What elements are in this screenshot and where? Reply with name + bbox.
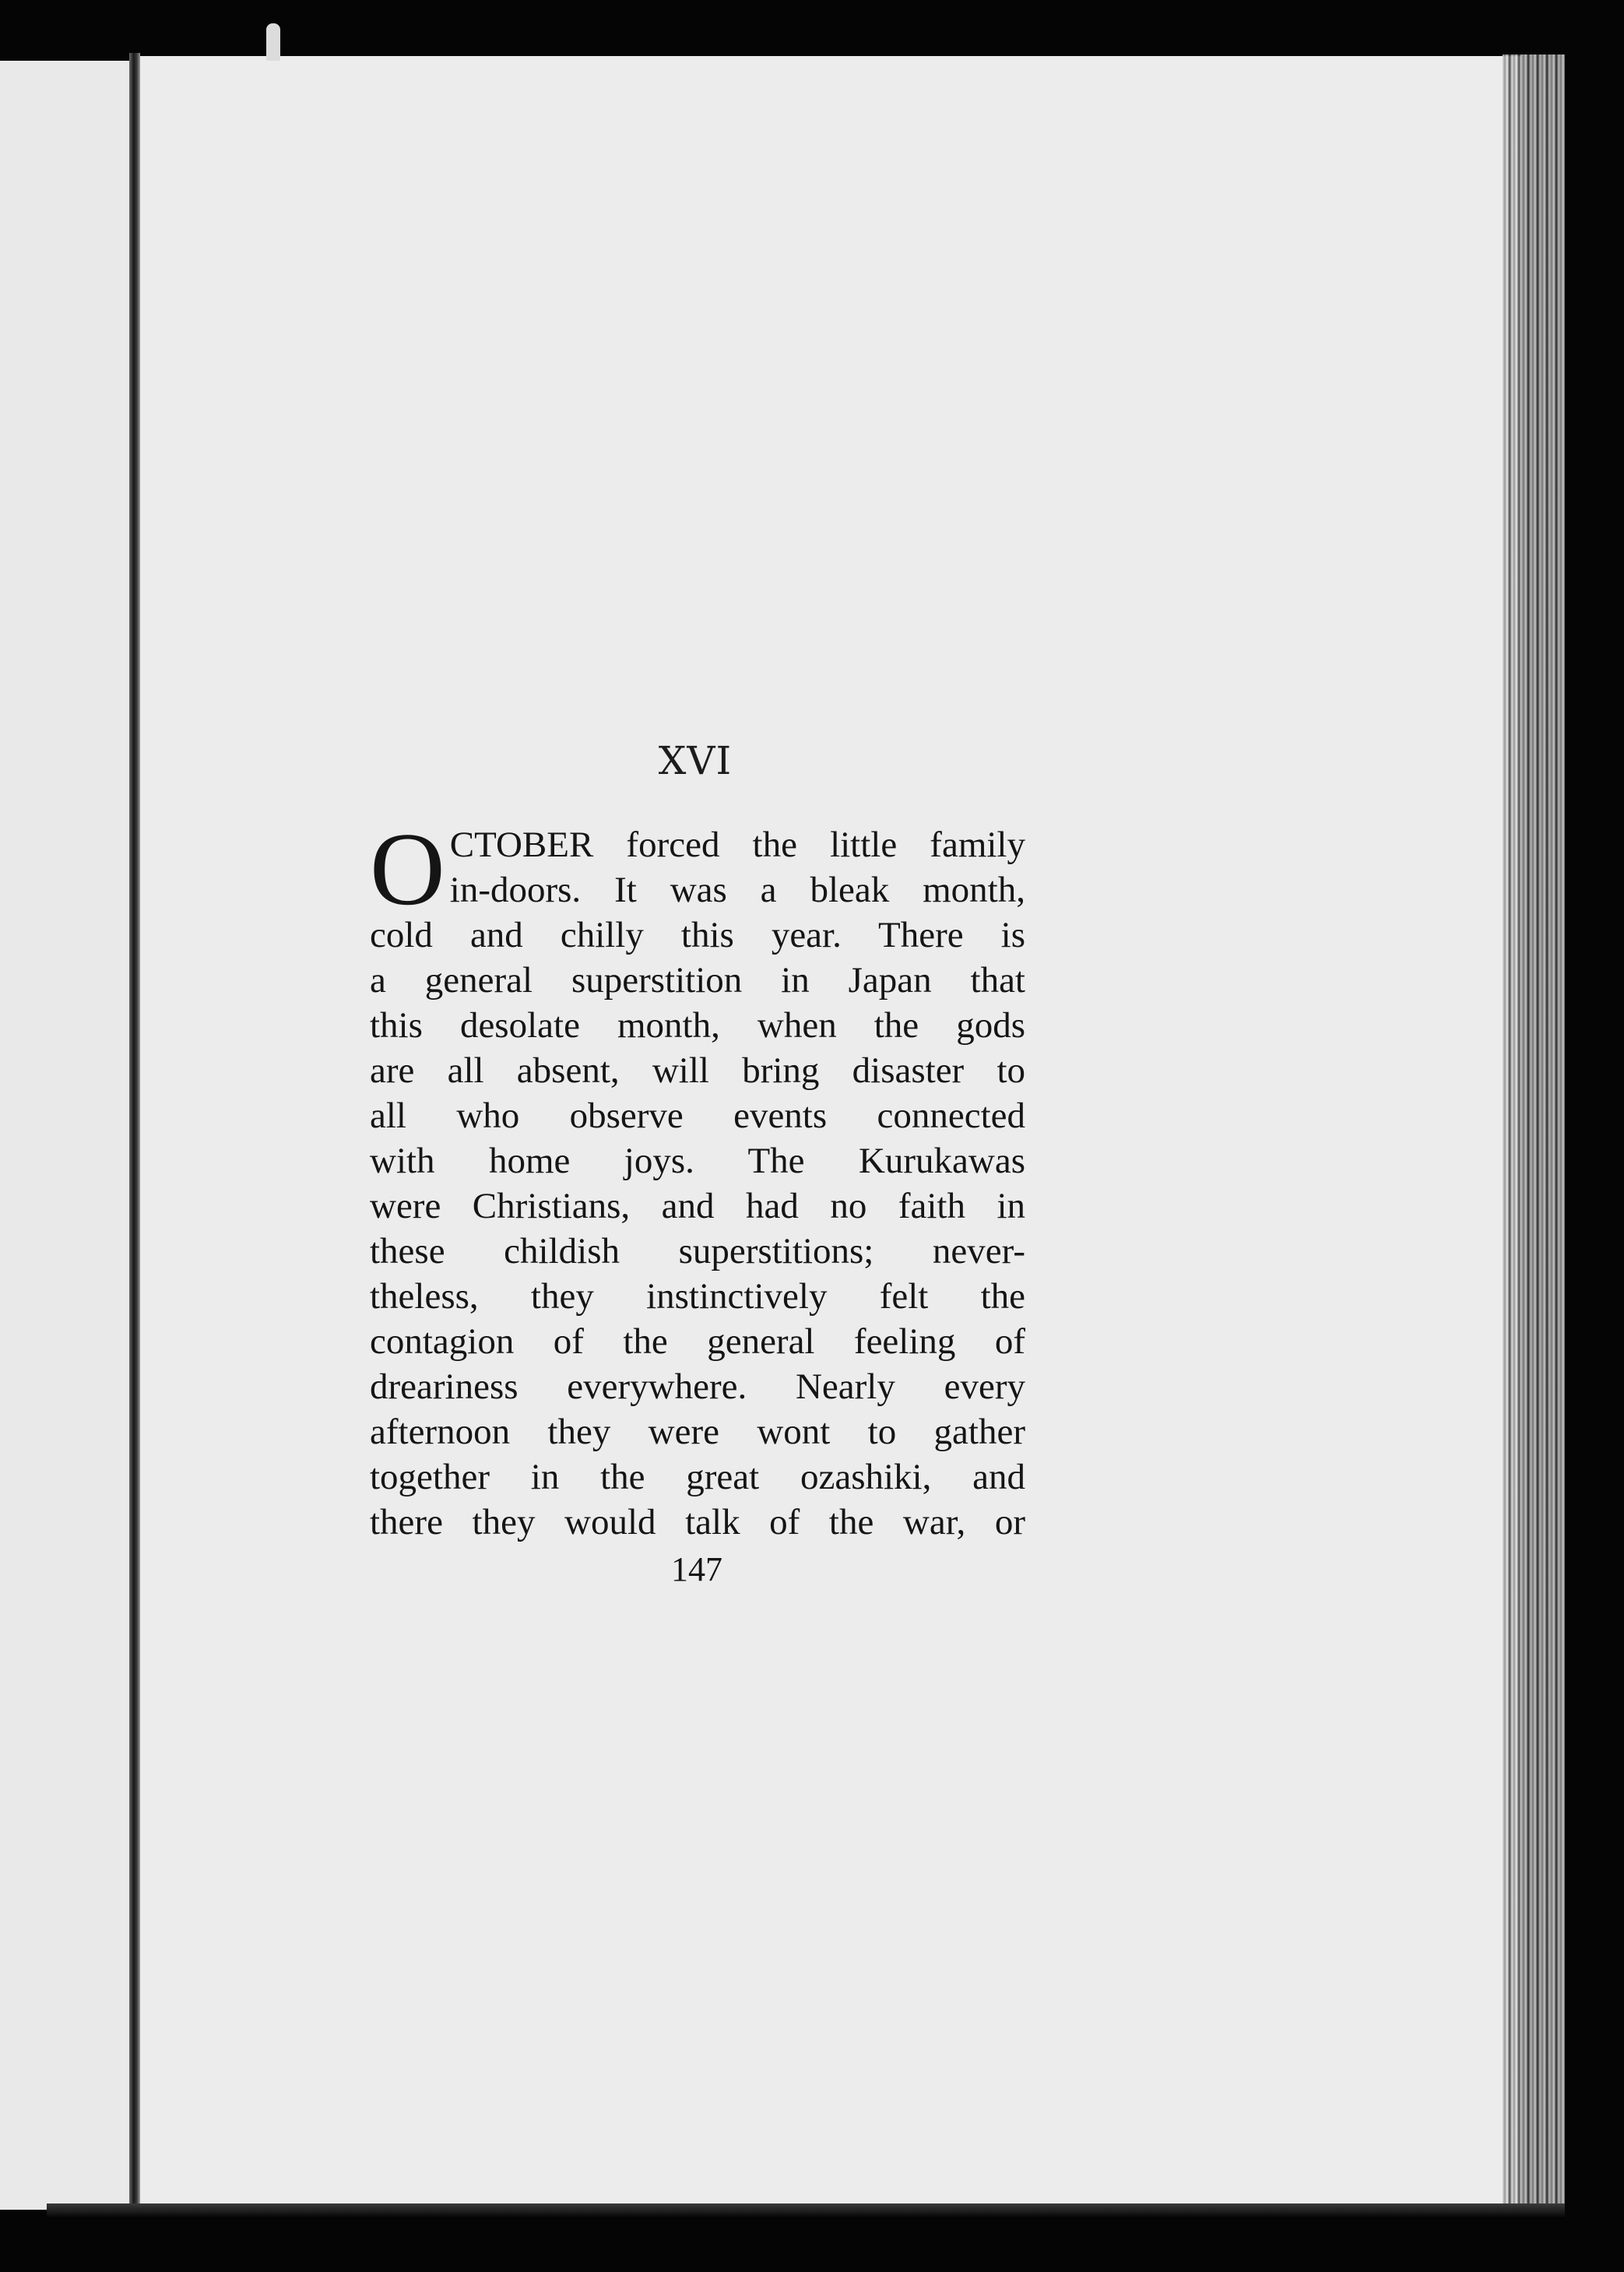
text-line: these childish superstitions; never- (370, 1231, 1025, 1271)
page-number: 147 (671, 1550, 722, 1588)
book-gutter (129, 53, 140, 2217)
text-line: are all absent, will bring disaster to (370, 1050, 1025, 1091)
text-line: cold and chilly this year. There is (370, 915, 1025, 955)
page-edges (1503, 55, 1565, 2215)
facing-page-edge (0, 61, 140, 2210)
text-line: with home joys. The Kurukawas (370, 1141, 1025, 1181)
text-line: afternoon they were wont to gather (370, 1412, 1025, 1452)
text-line: theless, they instinctively felt the (370, 1276, 1025, 1317)
bottom-shadow (47, 2203, 1565, 2219)
text-line: were Christians, and had no faith in (370, 1186, 1025, 1226)
body-text (370, 811, 1025, 1545)
remaining-lines (370, 913, 1025, 1545)
drop-cap-lines (450, 822, 1025, 913)
text-line: all who observe events connected (370, 1096, 1025, 1136)
text-line: contagion of the general feeling of (370, 1321, 1025, 1362)
corner-mark (266, 23, 280, 61)
text-line: a general superstition in Japan that (370, 960, 1025, 1001)
chapter-heading: XVI (658, 738, 733, 783)
text-line: dreariness everywhere. Nearly every (370, 1366, 1025, 1407)
drop-cap: O (370, 811, 445, 927)
text-line: there they would talk of the war, or (370, 1502, 1025, 1542)
text-line: this desolate month, when the gods (370, 1005, 1025, 1046)
text-line: CTOBER forced the little family (449, 825, 1025, 865)
text-line: in-doors. It was a bleak month, (449, 870, 1025, 910)
text-line: together in the great ozashiki, and (370, 1457, 1025, 1497)
